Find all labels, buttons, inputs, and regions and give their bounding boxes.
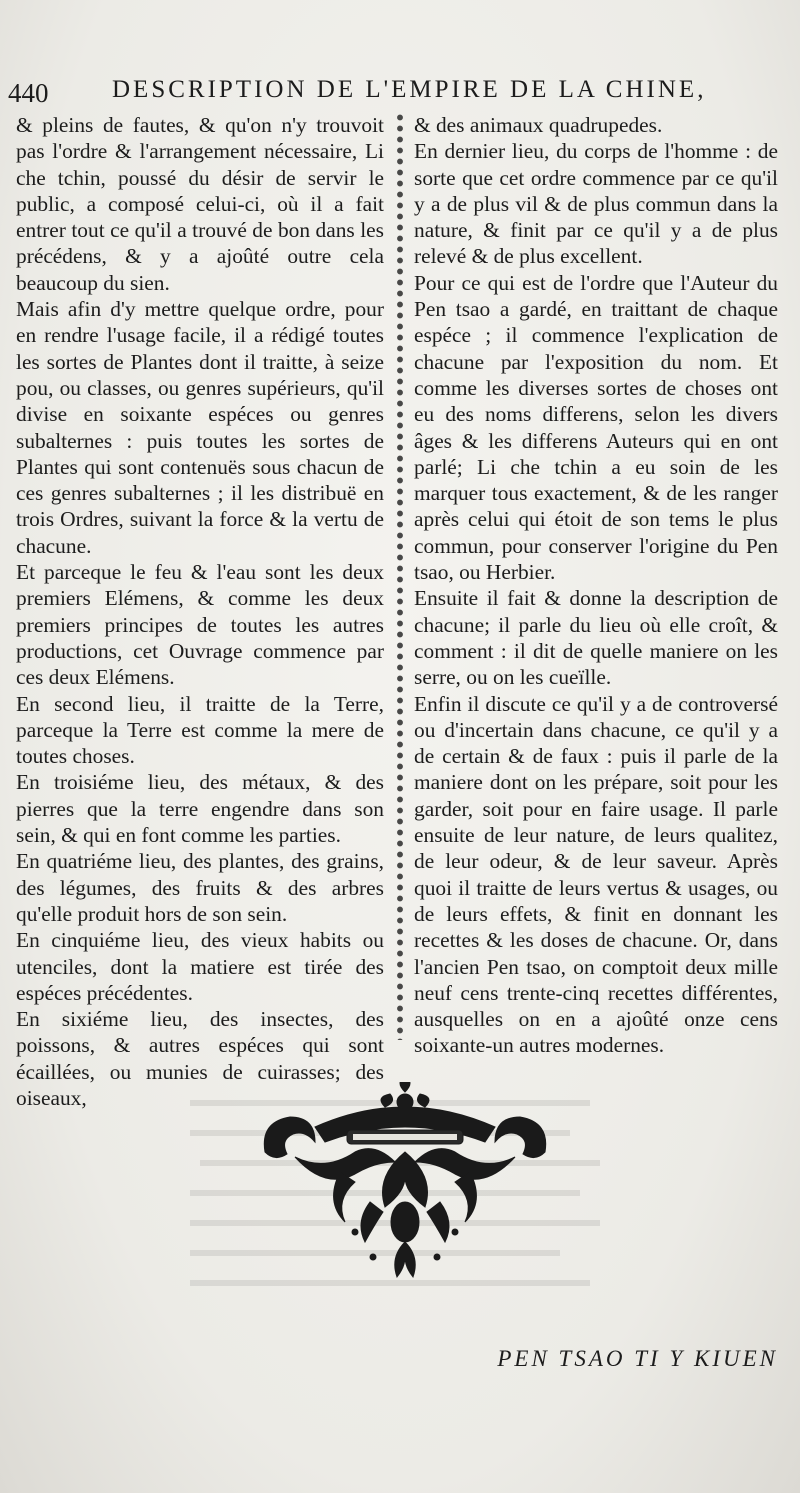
paragraph: Enfin il discute ce qu'il y a de controversé ou d'incertain dans chacune, ce qu'il y a de certain & de faux : puis il parle de la maniere dont on les prépare, soit pour les garder, soit pour en faire usage. Il parle ensuite de leur nature, de leurs qualitez, de leur odeur, & de leur saveur. Après quoi il traitte de leurs vertus & usages, ou de leurs effets, & finit en donnant les recettes & les doses de chacune. Or, dans l'ancien Pen tsao, on comptoit deux mille neuf cens trente-cinq recettes différentes, ausquelles on en a ajoûté onze cens soixante-un autres modernes. [414, 691, 778, 1058]
running-title: DESCRIPTION DE L'EMPIRE DE LA CHINE, [112, 76, 707, 103]
paragraph: En dernier lieu, du corps de l'homme : de sorte que cet ordre commence par ce qu'il y a de plus vil & de plus commun dans la nature, & finit par ce qu'il y a de plus relevé & de plus excellent. [414, 139, 778, 269]
paragraph: En cinquiéme lieu, des vieux habits ou utenciles, dont la matiere est tirée des espéces précédentes. [16, 928, 384, 1005]
paragraph: Pour ce qui est de l'ordre que l'Auteur du Pen tsao a gardé, en traittant de chaque espéce ; il commence l'explication de chacune par l'exposition du nom. Et comme les diverses sortes de choses ont eu des noms differens, selon les divers âges & les differens Auteurs qui en ont parlé; Li che tchin a eu soin de les marquer tous exactement, & de les ranger après celui qui étoit de son tems le plus commun, pour conserver l'origine du Pen tsao, ou Herbier. [414, 270, 778, 585]
paragraph: En second lieu, il traitte de la Terre, parceque la Terre est comme la mere de toutes choses. [16, 691, 384, 769]
column-divider [392, 112, 408, 1040]
paragraph: En quatriéme lieu, des plantes, des grains, des légumes, des fruits & des arbres qu'elle produit hors de son sein. [16, 849, 384, 926]
paragraph: En sixiéme lieu, des insectes, des poissons, & autres espéces qui sont écaillées, ou munies de cuirasses; des oiseaux, [16, 1007, 384, 1110]
right-column [414, 112, 778, 1059]
page-header [0, 74, 800, 110]
paragraph: & pleins de fautes, & qu'on n'y trouvoit pas l'ordre & l'arrangement nécessaire, Li che tchin, poussé du désir de servir le public, a composé celui-ci, où il a fait entrer tout ce qu'il a trouvé de bon dans les précédens, & y a ajoûté outre cela beaucoup du sien. [16, 113, 384, 295]
catchword: PEN TSAO TI Y KIUEN [497, 1346, 778, 1371]
paragraph: & des animaux quadrupedes. [414, 113, 663, 137]
paragraph: Et parceque le feu & l'eau sont les deux premiers Elémens, & comme les deux premiers principes de toutes les autres productions, cet Ouvrage commence par ces deux Elémens. [16, 560, 384, 690]
page-number: 440 [8, 78, 49, 108]
paragraph: Mais afin d'y mettre quelque ordre, pour en rendre l'usage facile, il a rédigé toutes les sortes de Plantes dont il traitte, à seize pou, ou classes, ou genres supérieurs, qu'il divise en soixante espéces ou genres subalternes : puis toutes les sortes de Plantes qui sont contenuës sous chacun de ces genres subalternes ; il les distribuë en trois Ordres, suivant la force & la vertu de chacune. [16, 297, 384, 558]
left-column [16, 112, 384, 1111]
paragraph: En troisiéme lieu, des métaux, & des pierres que la terre engendre dans son sein, & qui en font comme les parties. [16, 770, 384, 848]
fleuron-ornament-icon [255, 1082, 555, 1282]
paragraph: Ensuite il fait & donne la description de chacune; il parle du lieu où elle croît, & comment : il dit de quelle maniere on les serre, ou on les cueïlle. [414, 586, 778, 690]
